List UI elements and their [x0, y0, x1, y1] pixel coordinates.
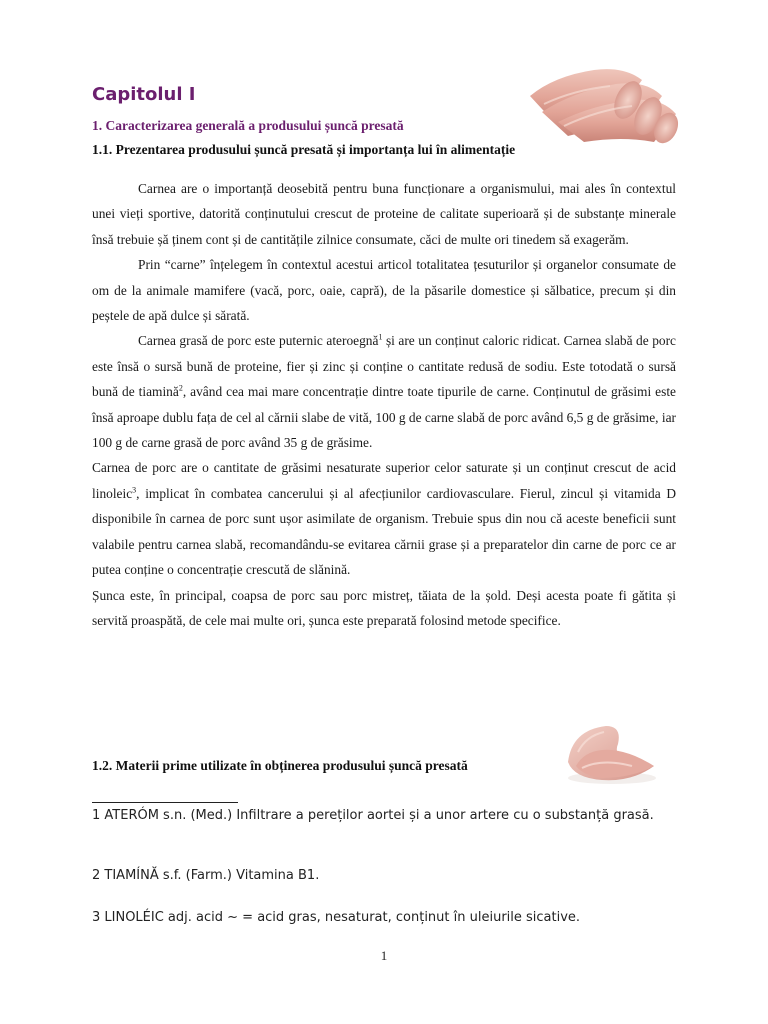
- section-heading-1-2: 1.2. Materii prime utilizate în obținerea produsului șuncă presată: [92, 758, 468, 773]
- section-heading-1-1: 1.1. Prezentarea produsului șuncă presată și importanța lui în alimentație: [92, 142, 516, 157]
- chapter-title: Capitolul I: [92, 84, 196, 105]
- rolled-ham-slices-icon: [524, 56, 682, 144]
- body-text: [92, 176, 676, 633]
- footnote-ref-3: 3: [132, 485, 137, 495]
- footnote-divider: [92, 802, 238, 803]
- paragraph-4-text-a: Carnea de porc are o cantitate de grăsimi nesaturate superior celor saturate și un conținut crescut de acid linoleic: [92, 460, 676, 501]
- paragraph-4: [92, 455, 676, 582]
- footnote-3: 3 LINOLÉIC adj. acid ~ = acid gras, nesaturat, conținut în uleiurile sicative.: [92, 910, 581, 925]
- section-heading-1: 1. Caracterizarea generală a produsului șuncă presată: [92, 118, 404, 133]
- folded-ham-slices-icon: [562, 722, 660, 786]
- footnote-2: 2 TIAMÍNĂ s.f. (Farm.) Vitamina B1.: [92, 868, 320, 883]
- page-number: 1: [380, 948, 388, 963]
- footnote-ref-1: 1: [378, 332, 383, 342]
- paragraph-4-text-b: , implicat în combatea cancerului și al afecțiunilor cardiovasculare. Fierul, zincul și vitamida D disponibile în carnea de porc sunt ușor asimilate de organism. Trebuie spus din nou că aceste beneficii sunt valabile pentru carnea slabă, recomandându-se evitarea cărnii grase și a preparatelor din carne de porc ce ar putea conține o concentrație crescută de slănină.: [92, 485, 676, 578]
- paragraph-3-text-c: , având cea mai mare concentrație dintre toate tipurile de carne. Conținutul de grăsimi este însă aproape dublu fața de cel al cărnii slabe de vită, 100 g de carne slabă de porc având 6,5 g de grăsime, iar 100 g de carne grasă de porc având 35 g de grăsime.: [92, 384, 676, 451]
- paragraph-3: [92, 328, 676, 455]
- paragraph-2: Prin “carne” înțelegem în contextul acestui articol totalitatea țesuturilor și organelor consumate de om de la animale mamifere (vacă, porc, oaie, capră), de la păsarile domestice și sălbatice, precum și din peștele de apă dulce și sărată.: [92, 257, 676, 324]
- paragraph-1: Carnea are o importanță deosebită pentru buna funcționare a organismului, mai ales în contextul unei vieți sportive, datorită conținutului crescut de proteine de calitate superioară și de substanțe minerale însă trebuie șă ținem cont și de cantitățile zilnice consumate, căci de multe ori tinedem să exagerăm.: [92, 181, 676, 247]
- paragraph-3-text-b: și are un conținut caloric ridicat. Carnea slabă de porc este însă o sursă bună de proteine, fier și zinc și conține o cantitate redusă de sodiu. Este totodată o sursă bună de tiamină: [92, 333, 676, 400]
- paragraph-3-text-a: Carnea grasă de porc este puternic ateroegnă: [138, 333, 379, 349]
- footnote-1: 1 ATERÓM s.n. (Med.) Infiltrare a pereților aortei și a unor artere cu o substanță grasă.: [92, 808, 654, 823]
- footnote-ref-2: 2: [178, 383, 183, 393]
- paragraph-5: Șunca este, în principal, coapsa de porc sau porc mistreț, tăiata de la șold. Deși acesta poate fi gătita și servită proaspătă, de cele mai multe ori, șunca este preparată folosind metode specifice.: [92, 587, 676, 628]
